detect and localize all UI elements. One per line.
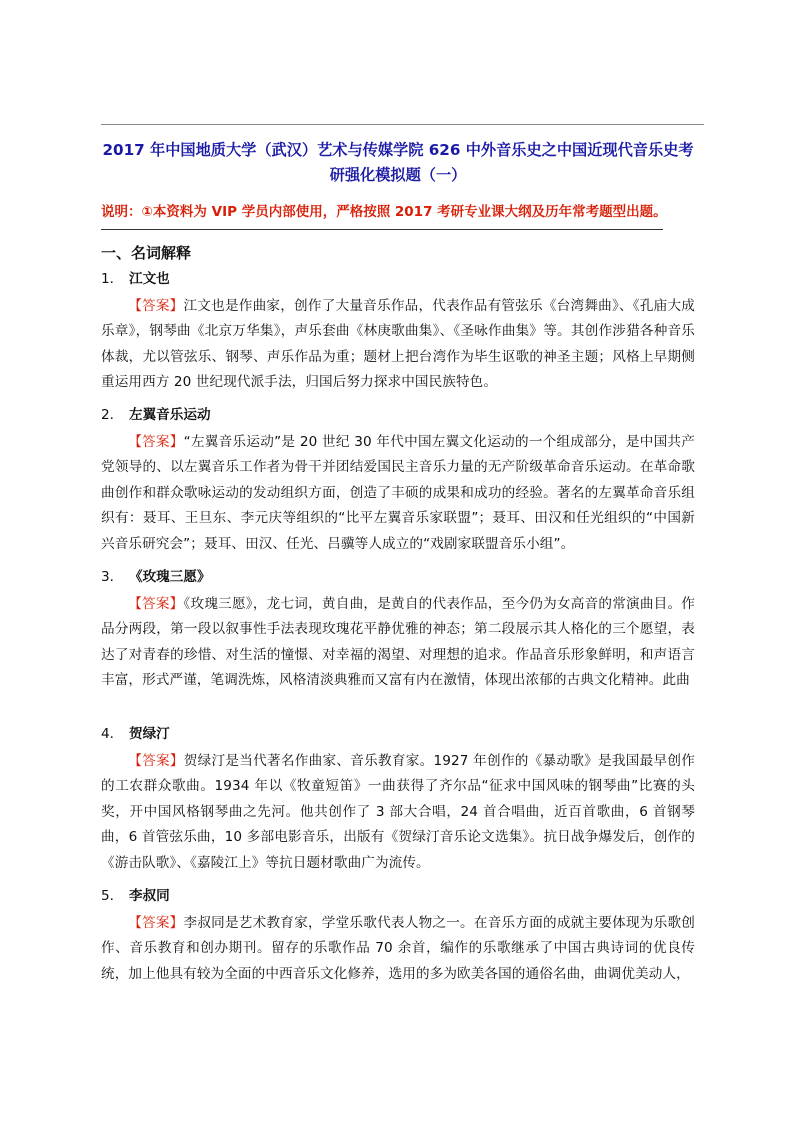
top-rule: [101, 124, 704, 125]
entry-answer: [101, 911, 695, 987]
entry-term: 贺绿汀: [129, 726, 170, 742]
answer-text: 李叔同是艺术教育家，学堂乐歌代表人物之一。在音乐方面的成就主要体现为乐歌创作、音乐教育和创办期刊。留存的乐歌作品 70 余首，编作的乐歌继承了中国古典诗词的优良传统，加上他具有较为全面的中西音乐文化修养，选用的多为欧美各国的通俗名曲，曲调优美动人，: [101, 915, 695, 982]
entry-5: [101, 885, 695, 987]
entry-answer: [101, 430, 695, 557]
entry-head: [101, 404, 695, 426]
entry-term: 江文也: [129, 271, 170, 287]
entry-answer: [101, 592, 695, 694]
answer-label: 【答案】: [128, 753, 184, 769]
entry-number: 3．: [101, 569, 124, 585]
entry-head: [101, 885, 695, 907]
answer-label: 【答案】: [128, 915, 184, 931]
document-title: [96, 138, 700, 188]
entry-head: [101, 566, 695, 588]
entry-2: [101, 404, 695, 557]
section-heading: 一、名词解释: [101, 244, 192, 262]
entry-1: [101, 268, 695, 396]
answer-label: 【答案】: [128, 434, 184, 450]
entry-number: 1．: [101, 271, 124, 287]
answer-label: 【答案】: [128, 298, 184, 314]
answer-text: 《玫瑰三愿》，龙七词，黄自曲，是黄自的代表作品，至今仍为女高音的常演曲目。作品分两段，第一段以叙事性手法表现玫瑰花平静优雅的神态；第二段展示其人格化的三个愿望，表达了对青春的珍惜、对生活的憧憬、对幸福的渴望、对理想的追求。作品音乐形象鲜明，和声语言丰富，形式严谨，笔调洗炼，风格清淡典雅而又富有内在激情，体现出浓郁的古典文化精神。此曲: [101, 596, 695, 689]
entry-number: 5．: [101, 888, 124, 904]
answer-text: 江文也是作曲家，创作了大量音乐作品，代表作品有管弦乐《台湾舞曲》、《孔庙大成乐章》，钢琴曲《北京万华集》，声乐套曲《林庚歌曲集》、《圣咏作曲集》等。其创作涉猎各种音乐体裁，尤以管弦乐、钢琴、声乐作品为重；题材上把台湾作为毕生讴歌的神圣主题；风格上早期侧重运用西方 20 世纪现代派手法，归国后努力探求中国民族特色。: [101, 298, 695, 391]
entry-head: [101, 723, 695, 745]
entry-3: [101, 566, 695, 694]
answer-label: 【答案】: [128, 596, 184, 612]
entry-term: 《玫瑰三愿》: [129, 569, 211, 585]
entry-answer: [101, 749, 695, 876]
entry-head: [101, 268, 695, 290]
answer-text: “左翼音乐运动”是 20 世纪 30 年代中国左翼文化运动的一个组成部分，是中国共产党领导的、以左翼音乐工作者为骨干并团结爱国民主音乐力量的无产阶级革命音乐运动。在革命歌曲创作和群众歌咏运动的发动组织方面，创造了丰硕的成果和成功的经验。著名的左翼革命音乐组织有：聂耳、王旦东、李元庆等组织的“比平左翼音乐家联盟”；聂耳、田汉和任光组织的“中国新兴音乐研究会”；聂耳、田汉、任光、吕骥等人成立的“戏剧家联盟音乐小组”。: [101, 434, 695, 552]
title-line-2: 研强化模拟题（一）: [329, 166, 467, 184]
answer-text: 贺绿汀是当代著名作曲家、音乐教育家。1927 年创作的《暴动歌》是我国最早创作的工农群众歌曲。1934 年以《牧童短笛》一曲获得了齐尔品“征求中国风味的钢琴曲”比赛的头奖，开中国风格钢琴曲之先河。他共创作了 3 部大合唱，24 首合唱曲，近百首歌曲，6 首钢琴曲，6 首管弦乐曲，10 多部电影音乐，出版有《贺绿汀音乐论文选集》。抗日战争爆发后，创作的《游击队歌》、《嘉陵江上》等抗日题材歌曲广为流传。: [101, 753, 695, 871]
note-rule: [101, 229, 663, 230]
entry-term: 左翼音乐运动: [129, 407, 211, 423]
entry-answer: [101, 294, 695, 396]
title-line-1: 2017 年中国地质大学（武汉）艺术与传媒学院 626 中外音乐史之中国近现代音乐史考: [102, 141, 694, 159]
usage-note: 说明：①本资料为 VIP 学员内部使用，严格按照 2017 考研专业课大纲及历年常考题型出题。: [101, 204, 667, 220]
entry-number: 4．: [101, 726, 124, 742]
entry-4: [101, 723, 695, 876]
entry-term: 李叔同: [129, 888, 170, 904]
entry-number: 2．: [101, 407, 124, 423]
